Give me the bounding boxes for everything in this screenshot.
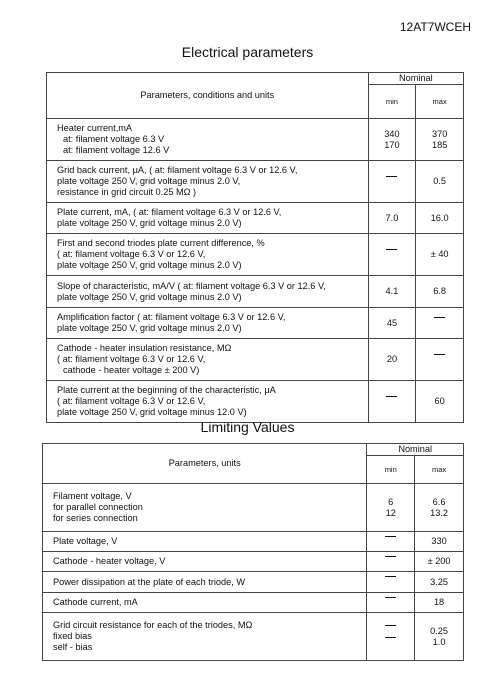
parameter-cell: [47, 119, 369, 161]
table-row: [43, 572, 464, 593]
electrical-parameters-table: [46, 72, 464, 423]
parameter-line: fixed bias: [53, 631, 92, 641]
dash-mark: [386, 176, 397, 188]
parameter-cell: [47, 161, 369, 203]
parameter-line: Cathode current, mA: [53, 597, 138, 607]
nominal-header: Nominal: [367, 444, 464, 456]
min-header: min: [368, 85, 416, 119]
max-header: max: [416, 85, 464, 119]
min-value-cell: [367, 572, 415, 593]
dash-mark: [385, 625, 396, 637]
max-value: 0.5: [433, 176, 447, 186]
max-value: 1.0: [432, 636, 446, 647]
min-value-cell: [367, 613, 415, 661]
min-value-cell: [367, 593, 415, 613]
table-row: [47, 339, 464, 381]
parameter-line: Heater current,mA: [57, 123, 133, 133]
document-code: 12AT7WCEH: [399, 20, 471, 34]
min-value: 6: [388, 496, 394, 507]
electrical-parameters-title: Electrical parameters: [181, 44, 314, 60]
min-value-cell: [368, 203, 416, 234]
max-value-cell: [416, 203, 464, 234]
dash-mark: [386, 249, 397, 261]
parameter-line: First and second triodes plate current difference, %: [57, 238, 265, 248]
limiting-values-table: [42, 443, 464, 661]
parameter-line: plate voltage 250 V, grid voltage minus 2.0 V): [57, 260, 242, 270]
min-value-cell: [368, 381, 416, 423]
max-value-cell: [416, 381, 464, 423]
min-value: [367, 625, 414, 637]
parameter-cell: [43, 613, 367, 661]
parameter-cell: [47, 339, 369, 381]
electrical-rows: [47, 119, 464, 423]
parameter-line: plate voltage 250 V, grid voltage minus 2.0 V): [57, 291, 242, 302]
min-value: [369, 249, 416, 261]
min-value-cell: [368, 234, 416, 276]
table-row: [43, 484, 464, 532]
max-value: 13.2: [430, 507, 448, 518]
table-row: [43, 593, 464, 613]
parameter-line: for series connection: [53, 513, 138, 523]
min-value: [367, 597, 414, 609]
min-value: [367, 576, 414, 588]
max-value: ± 40: [430, 249, 449, 259]
parameter-line: cathode - heater voltage ± 200 V): [63, 365, 200, 375]
max-value-cell: [416, 339, 464, 381]
parameter-cell: [43, 593, 367, 613]
parameter-line: Grid circuit resistance for each of the triodes, MΩ: [53, 620, 253, 630]
max-value: 60: [434, 396, 445, 406]
max-value: 3.25: [430, 576, 448, 587]
max-value: [416, 354, 463, 366]
parameter-line: Plate current at the beginning of the characteristic, μA: [57, 385, 276, 395]
parameter-line: plate voltage 250 V, grid voltage minus 2.0 V,: [57, 176, 241, 186]
nominal-header: Nominal: [368, 73, 463, 85]
table-row: [47, 119, 464, 161]
table-row: [43, 532, 464, 552]
min-value: [369, 176, 416, 188]
min-value: [367, 536, 414, 548]
max-value-cell: [416, 161, 464, 203]
max-value: ± 200: [427, 556, 451, 566]
table-row: [47, 381, 464, 423]
dash-mark: [434, 354, 445, 366]
parameter-line: plate voltage 250 V, grid voltage minus 12.0 V): [57, 407, 247, 417]
max-value: 370: [431, 128, 448, 139]
min-value-cell: [368, 161, 416, 203]
parameter-line: Filament voltage, V: [53, 491, 132, 501]
min-value-cell: [368, 276, 416, 308]
max-value-cell: [415, 593, 464, 613]
dash-mark: [385, 597, 396, 609]
min-value: 4.1: [385, 286, 399, 296]
parameter-line: self - bias: [53, 642, 93, 652]
dash-mark: [434, 317, 445, 329]
min-header: min: [367, 456, 415, 484]
params-header: Parameters, conditions and units: [47, 73, 369, 119]
min-value-cell: [368, 308, 416, 339]
max-value: 18: [433, 597, 445, 607]
max-value-cell: [415, 572, 464, 593]
max-value-cell: [415, 552, 464, 572]
parameter-line: plate voltage 250 V, grid voltage minus 2.0 V): [57, 218, 242, 228]
parameter-line: Power dissipation at the plate of each triode, W: [53, 576, 246, 587]
parameter-line: Amplification factor ( at: filament voltage 6.3 V or 12.6 V,: [57, 312, 286, 322]
parameter-cell: [47, 308, 369, 339]
parameter-cell: [43, 484, 367, 532]
table-row: [47, 276, 464, 308]
min-value-cell: [368, 119, 416, 161]
max-header: max: [415, 456, 464, 484]
dash-mark: [385, 536, 396, 548]
table-row: [43, 613, 464, 661]
parameter-cell: [47, 234, 369, 276]
max-value-cell: [416, 119, 464, 161]
parameter-line: at: filament voltage 6.3 V: [63, 134, 165, 144]
parameter-line: Cathode - heater voltage, V: [53, 556, 166, 566]
table-row: [47, 161, 464, 203]
parameter-line: ( at: filament voltage 6.3 V or 12.6 V,: [57, 249, 206, 259]
limiting-rows: [43, 484, 464, 661]
params-header: Parameters, units: [43, 444, 367, 484]
min-value: 45: [386, 317, 398, 328]
dash-mark: [385, 556, 396, 568]
table-row: [47, 308, 464, 339]
parameter-line: plate voltage 250 V, grid voltage minus 2.0 V): [57, 323, 242, 333]
min-value-cell: [367, 484, 415, 532]
max-value: 330: [431, 536, 447, 546]
max-value: 6.8: [433, 286, 447, 296]
max-value: 16.0: [430, 212, 449, 223]
parameter-line: for parallel connection: [53, 502, 143, 512]
dash-mark: [385, 576, 396, 588]
parameter-line: Cathode - heater insulation resistance, MΩ: [57, 343, 232, 353]
max-value-cell: [416, 276, 464, 308]
parameter-line: Plate current, mA, ( at: filament voltage 6.3 V or 12.6 V,: [57, 207, 282, 217]
table-row: [47, 203, 464, 234]
max-value-cell: [416, 308, 464, 339]
max-value: [416, 317, 463, 329]
max-value: 6.6: [432, 496, 446, 507]
max-value-cell: [416, 234, 464, 276]
min-value: [367, 556, 414, 568]
dash-mark: [385, 637, 396, 649]
min-value: 340: [384, 128, 400, 139]
parameter-line: Slope of characteristic, mA/V ( at: filament voltage 6.3 V or 12.6 V,: [57, 280, 326, 291]
min-value-cell: [368, 339, 416, 381]
max-value-cell: [415, 484, 464, 532]
max-value-cell: [415, 613, 464, 661]
max-value-cell: [415, 532, 464, 552]
parameter-line: Plate voltage, V: [53, 536, 118, 546]
table-row: [43, 552, 464, 572]
min-value-cell: [367, 552, 415, 572]
min-value: 12: [385, 507, 396, 518]
parameter-line: at: filament voltage 12.6 V: [63, 145, 170, 155]
min-value: 20: [386, 354, 398, 364]
parameter-line: ( at: filament voltage 6.3 V or 12.6 V,: [57, 354, 206, 364]
max-value: 185: [431, 139, 448, 150]
parameter-cell: [43, 532, 367, 552]
limiting-values-title: Limiting Values: [200, 419, 295, 435]
parameter-cell: [43, 572, 367, 593]
min-value-cell: [367, 532, 415, 552]
parameter-line: ( at: filament voltage 6.3 V or 12.6 V,: [57, 396, 206, 406]
parameter-cell: [47, 381, 369, 423]
dash-mark: [386, 396, 397, 408]
min-value: 170: [384, 139, 400, 150]
parameter-line: resistance in grid circuit 0.25 MΩ ): [57, 187, 197, 197]
min-value: [367, 637, 414, 649]
table-row: [47, 234, 464, 276]
parameter-cell: [47, 203, 369, 234]
min-value: [369, 396, 416, 408]
min-value: 7.0: [385, 212, 399, 223]
max-value: 0.25: [430, 625, 448, 636]
parameter-cell: [43, 552, 367, 572]
parameter-line: Grid back current, μA, ( at: filament voltage 6.3 V or 12.6 V,: [57, 165, 298, 175]
parameter-cell: [47, 276, 369, 308]
